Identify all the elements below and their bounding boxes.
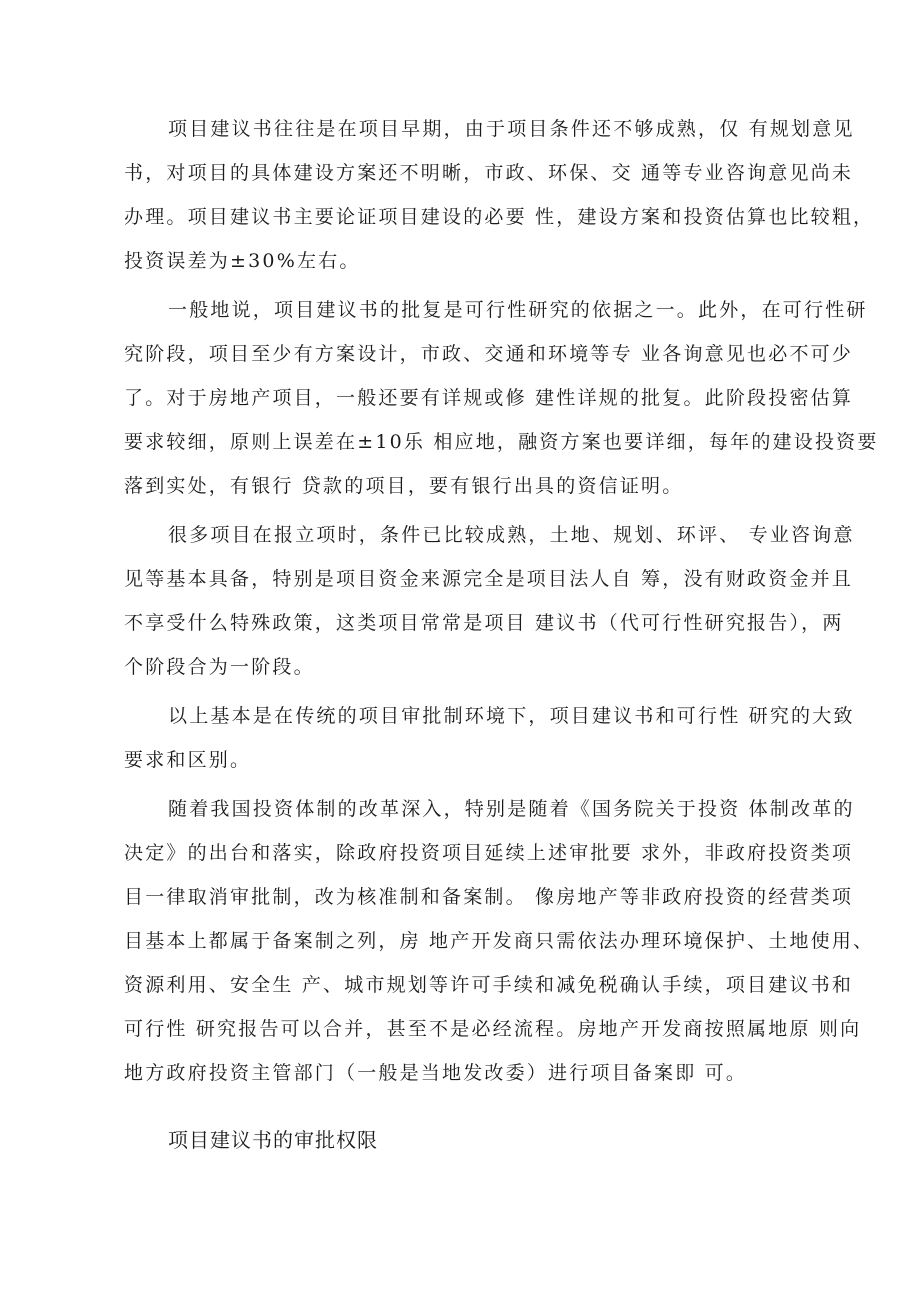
paragraph-1-line-2: 书，对项目的具体建设方案还不明晰，市政、环保、交 通等专业咨询意见尚未 — [124, 162, 854, 184]
paragraph-3-line-3: 不享受什么特殊政策，这类项目常常是项目 建议书（代可行性研究报告），两 — [124, 612, 844, 634]
paragraph-4-line-2: 要求和区别。 — [124, 749, 252, 771]
paragraph-1-line-4: 投资误差为±30%左右。 — [124, 250, 361, 272]
paragraph-3-line-2: 见等基本具备，特别是项目资金来源完全是项目法人自 筹，没有财政资金并且 — [124, 568, 854, 590]
paragraph-2-line-3: 了。对于房地产项目，一般还要有详规或修 建性详规的批复。此阶段投密估算 — [124, 387, 854, 409]
paragraph-5-line-2: 决定》的出台和落实，除政府投资项目延续上述审批要 求外，非政府投资类项 — [124, 842, 854, 864]
paragraph-5-line-6: 可行性 研究报告可以合并，甚至不是必经流程。房地产开发商按照属地原 则向 — [124, 1018, 862, 1040]
paragraph-3-line-4: 个阶段合为一阶段。 — [124, 656, 315, 678]
paragraph-4-line-1: 以上基本是在传统的项目审批制环境下，项目建议书和可行性 研究的大致 — [168, 705, 855, 727]
paragraph-1-line-1: 项目建议书往往是在项目早期，由于项目条件还不够成熟，仅 有规划意见 — [168, 118, 855, 140]
paragraph-5-line-7: 地方政府投资主管部门（一般是当地发改委）进行项目备案即 可。 — [124, 1062, 748, 1084]
paragraph-5-line-5: 资源利用、安全生 产、城市规划等许可手续和减免税确认手续，项目建议书和 — [124, 974, 854, 996]
section-heading: 项目建议书的审批权限 — [168, 1128, 378, 1152]
paragraph-2-line-4: 要求较细，原则上误差在±10乐 相应地，融资方案也要详细，每年的建设投资要 — [124, 431, 879, 453]
paragraph-3-line-1: 很多项目在报立项时，条件已比较成熟，土地、规划、环评、 专业咨询意 — [168, 524, 855, 546]
paragraph-1-line-3: 办理。项目建议书主要论证项目建设的必要 性，建设方案和投资估算也比较粗， — [124, 206, 875, 228]
paragraph-2-line-1: 一般地说，项目建议书的批复是可行性研究的依据之一。此外，在可行性研 — [168, 299, 868, 321]
paragraph-2-line-5: 落到实处，有银行 贷款的项目，要有银行出具的资信证明。 — [124, 475, 684, 497]
paragraph-5-line-3: 目一律取消审批制，改为核准制和备案制。 像房地产等非政府投资的经营类项 — [124, 886, 854, 908]
paragraph-5-line-1: 随着我国投资体制的改革深入，特别是随着《国务院关于投资 体制改革的 — [168, 798, 855, 820]
paragraph-2-line-2: 究阶段，项目至少有方案设计，市政、交通和环境等专 业各询意见也必不可少 — [124, 343, 854, 365]
paragraph-5-line-4: 目基本上都属于备案制之列，房 地产开发商只需依法办理环境保护、土地使用、 — [124, 930, 875, 952]
